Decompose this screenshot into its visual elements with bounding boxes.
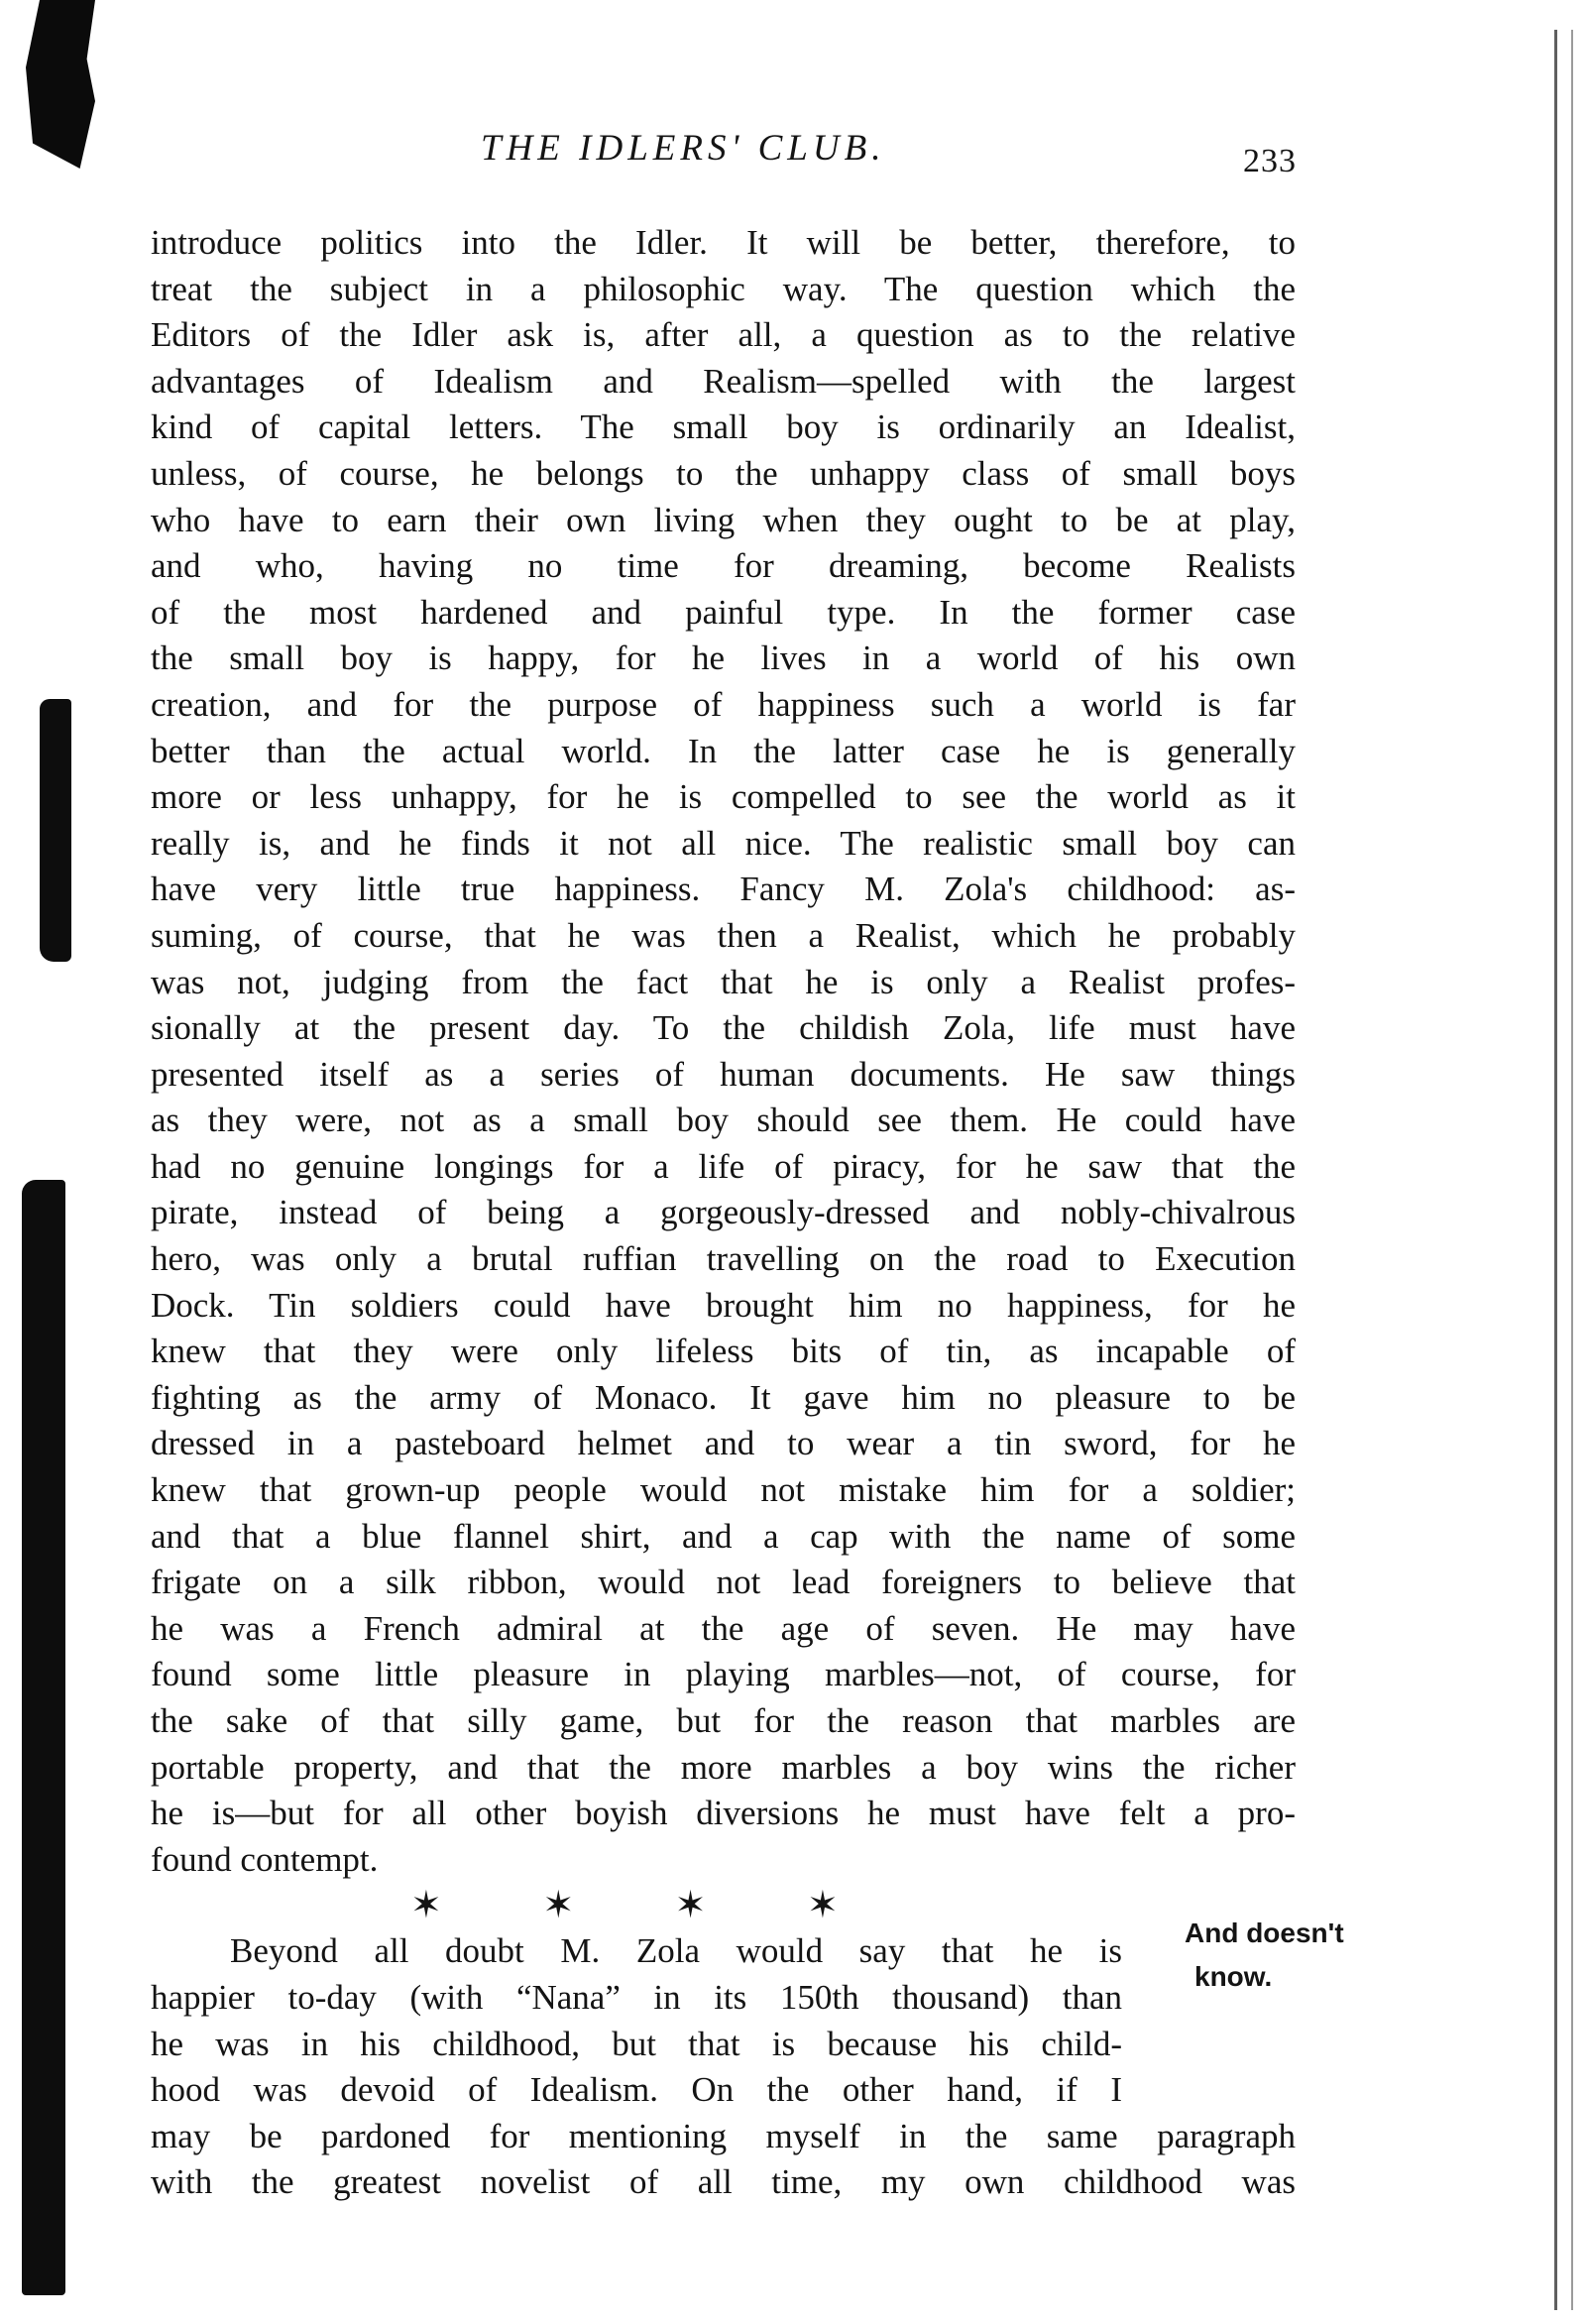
text-line: found contempt. bbox=[151, 1839, 379, 1879]
text-line: unless, of course, he belongs to the unhappy class of small boys bbox=[151, 453, 1296, 493]
text-line: he was in his childhood, but that is because his child- bbox=[151, 2024, 1122, 2063]
text-line: happier to-day (with “Nana” in its 150th thousand) than bbox=[151, 1977, 1122, 2017]
sidenote-line: And doesn't bbox=[1185, 1917, 1344, 1948]
text-line: was not, judging from the fact that he is only a Realist profes- bbox=[151, 962, 1296, 1001]
text-line: suming, of course, that he was then a Realist, which he probably bbox=[151, 915, 1296, 955]
closing-lines bbox=[151, 2114, 1296, 2206]
text-line: the small boy is happy, for he lives in a world of his own bbox=[151, 639, 1296, 678]
text-line: hood was devoid of Idealism. On the other hand, if I bbox=[151, 2070, 1122, 2110]
text-line: have very little true happiness. Fancy M. Zola's childhood: as- bbox=[151, 870, 1296, 909]
text-line: introduce politics into the Idler. It will be better, therefore, to bbox=[151, 223, 1296, 262]
scan-shadow-left-bottom bbox=[22, 1180, 65, 2295]
scan-shadow-left-middle bbox=[40, 699, 71, 962]
text-line: fighting as the army of Monaco. It gave him no pleasure to be bbox=[151, 1377, 1296, 1417]
text-line: as they were, not as a small boy should see them. He could have bbox=[151, 1101, 1296, 1140]
text-line: sionally at the present day. To the childish Zola, life must have bbox=[151, 1008, 1296, 1048]
text-line: and that a blue flannel shirt, and a cap with the name of some bbox=[151, 1516, 1296, 1556]
text-line: knew that grown-up people would not mistake him for a soldier; bbox=[151, 1470, 1296, 1510]
text-line: kind of capital letters. The small boy is ordinarily an Idealist, bbox=[151, 407, 1296, 447]
text-line: had no genuine longings for a life of piracy, for he saw that the bbox=[151, 1146, 1296, 1186]
text-line: he was a French admiral at the age of seven. He may have bbox=[151, 1608, 1296, 1648]
text-line: better than the actual world. In the latter case he is generally bbox=[151, 731, 1296, 770]
scan-shadow-top-left bbox=[26, 0, 95, 169]
page-header bbox=[149, 127, 1297, 186]
text-line: really is, and he finds it not all nice. The realistic small boy can bbox=[151, 823, 1296, 863]
text-line: the sake of that silly game, but for the reason that marbles are bbox=[151, 1701, 1296, 1740]
sidenote-line: know. bbox=[1194, 1961, 1273, 1992]
text-line: may be pardoned for mentioning myself in the same paragraph bbox=[151, 2116, 1296, 2155]
text-line: he is—but for all other boyish diversions he must have felt a pro- bbox=[151, 1794, 1296, 1833]
text-line: treat the subject in a philosophic way. The question which the bbox=[151, 269, 1296, 308]
text-line: found some little pleasure in playing marbles—not, of course, for bbox=[151, 1655, 1296, 1694]
text-line: of the most hardened and painful type. In the former case bbox=[151, 592, 1296, 632]
text-line: frigate on a silk ribbon, would not lead foreigners to believe that bbox=[151, 1563, 1296, 1602]
text-line: and who, having no time for dreaming, become Realists bbox=[151, 546, 1296, 586]
text-line: Beyond all doubt M. Zola would say that he is bbox=[230, 1931, 1122, 1971]
text-line: hero, was only a brutal ruffian travelling on the road to Execution bbox=[151, 1239, 1296, 1279]
text-line: knew that they were only lifeless bits of tin, as incapable of bbox=[151, 1332, 1296, 1371]
running-title: THE IDLERS' CLUB. bbox=[481, 128, 886, 169]
text-line: dressed in a pasteboard helmet and to wear a tin sword, for he bbox=[151, 1424, 1296, 1463]
body-text bbox=[151, 220, 1296, 2206]
text-line: portable property, and that the more marbles a boy wins the richer bbox=[151, 1747, 1296, 1787]
text-line: Editors of the Idler ask is, after all, a question as to the relative bbox=[151, 315, 1296, 355]
text-line: pirate, instead of being a gorgeously-dressed and nobly-chivalrous bbox=[151, 1193, 1296, 1232]
page-number: 233 bbox=[1243, 143, 1297, 179]
scan-shadow-right-edge bbox=[1554, 30, 1573, 2310]
text-line: who have to earn their own living when they ought to be at play, bbox=[151, 500, 1296, 539]
text-line: more or less unhappy, for he is compelled to see the world as it bbox=[151, 777, 1296, 817]
text-line: Dock. Tin soldiers could have brought him no happiness, for he bbox=[151, 1285, 1296, 1325]
margin-sidenote bbox=[1185, 1912, 1393, 1999]
narrow-paragraph bbox=[151, 1928, 1296, 2113]
section-break-asterism: ✶ ✶ ✶ ✶ bbox=[410, 1885, 839, 1927]
main-paragraph bbox=[151, 220, 1296, 1883]
text-line: creation, and for the purpose of happiness such a world is far bbox=[151, 684, 1296, 724]
text-line: with the greatest novelist of all time, my own childhood was bbox=[151, 2162, 1296, 2202]
text-line: advantages of Idealism and Realism—spelled with the largest bbox=[151, 361, 1296, 401]
text-line: presented itself as a series of human documents. He saw things bbox=[151, 1054, 1296, 1094]
